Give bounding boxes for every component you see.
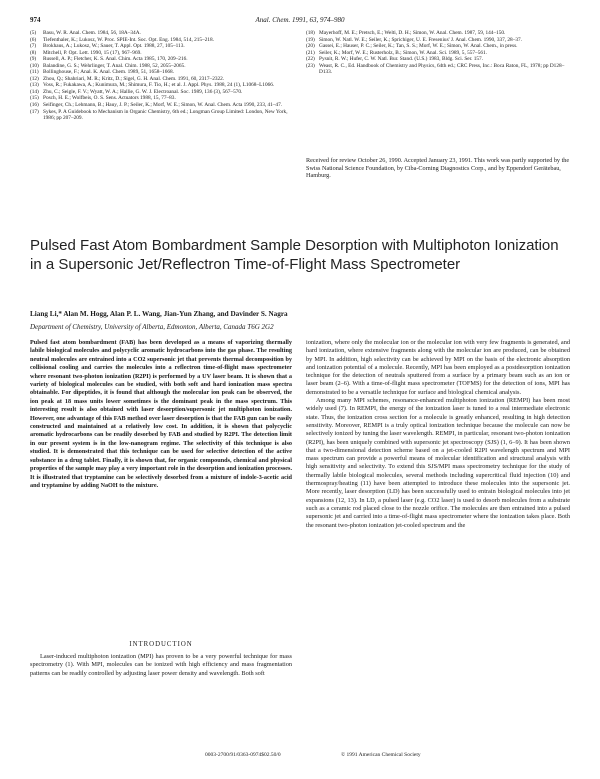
reference-item: (15) Posch, H. E.; Wolfbeis, O. S. Sens. Actuators 1988, 15, 77–83. [30, 95, 176, 102]
abstract: Pulsed fast atom bombardment (FAB) has been developed as a means of vaporizing thermally labile biological molecules and polycyclic aromatic hydrocarbons into the gas phase. The resulting neutral molecules are entrained into a CO2 supersonic jet that prevents thermal decomposition by collisional cooling and carries the molecules into a reflectron time-of-flight mass spectrometer where resonant two-photon ionization (R2PI) is performed by a UV laser beam. It is shown that a variety of biological molecules can be studied, with both soft and hard ionization mass spectra obtainable. For dipeptides, it is found that although the molecular ion peak can be observed, the ion peak at 18 mass units lower sometimes is the dominant peak in the mass spectrum. This interesting result is also obtained with laser desorption/supersonic jet multiphoton ionization. However, one advantage of this FAB method over laser desorption is that the FAB gun can be easily constructed and maintained at a relatively low cost. In addition, it is shown that polycyclic aromatic hydrocarbons can be readily desorbed by FAB and studied by R2PI. The detection limit in our present system is in the low-nanogram regime. The selectivity of this technique is also studied. It is demonstrated that this technique can be used for selective detection of the active substance in a drug tablet. Finally, it is shown that, for organic compounds, chemical and physical properties of the sample may play a very important role in the desorption and ionization processes. It is illustrated that tryptamine can be selectively desorbed from a mixture of indole-3-acetic acid and tryptamine by adding NaOH to the mixture. [30, 339, 292, 489]
reference-item: (18) Mayerhoff, M. E.; Pretsch, E.; Welti, D. H.; Simon, W. Anal. Chem. 1987, 59, 144–150. [306, 30, 506, 36]
running-header [30, 16, 570, 28]
reference-item: (22) Pysnit, R. W.; Hufer, C. W. Natl. Bur. Stand. (U.S.) 1983, Bldg. Sci. Ser. 157. [306, 56, 484, 63]
section-heading-introduction: INTRODUCTION [129, 641, 193, 648]
page-number: 974 [30, 16, 41, 24]
reference-item: (17) Sykes, P. A Guidebook to Mechanism in Organic Chemistry, 6th ed.; Longman Group Limited: London, New York, 1986; pp 207–209. [30, 108, 288, 122]
reference-item: (13) Voss, R.; Fukakawa, A.; Kunimura, M.; Shimura, F. Tio, H.; et al. J. Appl. Phys. 1988, 24 (1), L1068–L1066. [30, 82, 275, 89]
journal-citation: Anal. Chem. 1991, 63, 974–980 [255, 16, 345, 24]
affiliation: Department of Chemistry, University of Alberta, Edmonton, Alberta, Canada T6G 2G2 [30, 323, 274, 331]
article-code: 0003-2700/91/0363-0974$02.50/0 [205, 752, 281, 758]
intro-paragraph: Laser-induced multiphoton ionization (MPI) has proven to be a very powerful technique for mass spectrometry (1). With MPI, molecules can be ionized with high efficiency and mass fragmentation patterns can be readily controlled by adjusting laser power density and wavelength. Both soft [30, 653, 292, 677]
reference-item: (12) Zhou, Q.; Shahriari, M. R.; Kritz, D.; Sigel, G. H. Anal. Chem. 1991, 60, 2317–2322. [30, 75, 225, 82]
reference-list-right [306, 30, 570, 76]
author-list: Liang Li,* Alan M. Hogg, Alan P. L. Wang, Jian-Yun Zhang, and Davinder S. Nagra [30, 310, 288, 318]
reference-item: (16) Seifinger, Ch.; Lehmann, B.; Hauy, J. P.; Seiler, K.; Morf, W. E.; Simon, W. Anal. Chem. Acta 1990, 233, 41–47. [30, 102, 283, 109]
reference-item: (5) Basu, W. R. Anal. Chem. 1984, 56, 18A–34A. [30, 30, 141, 36]
reference-item: (11) Bollinghouse, F.; Anal. K. Anal. Chem. 1989, 51, 1658–1668. [30, 69, 174, 76]
reference-item: (10) Balandine, G. S.; Wehrlinger, T. Anal. Chim. 1988, 52, 2055–2065. [30, 62, 186, 69]
article-title: Pulsed Fast Atom Bombardment Sample Desorption with Multiphoton Ionization in a Supersonic Jet/Reflectron Time-of-Flight Mass Spectrometer [30, 237, 559, 273]
reference-item: (7) Brokhaus, A.; Lukosz, W.; Sauer, T. Appl. Opt. 1988, 27, 105–113. [30, 43, 185, 50]
reference-item: (23) Weast, R. C., Ed. Handbook of Chemistry and Physics, 64th ed.; CRC Press, Inc.: Boca Raton, FL, 1978; pp D128–D133. [306, 62, 565, 76]
reference-item: (20) Gassei, E.; Hauser, P. C.; Seiler, K.; Tan, S. S.; Morf, W. E.; Simon, W. Anal. Chem., in press. [306, 43, 518, 50]
reference-item: (14) Zhu, C.; Seigle, F. V.; Wyatt, W. A.; Hallie, G. W. J. Electroanal. Soc. 1989, 136 (3), 567–570. [30, 88, 243, 95]
body-paragraph: Among many MPI schemes, resonance-enhanced multiphoton ionization (REMPI) has been most widely used (7). In REMPI, the energy of the ionization laser is tuned to a real intermediate electronic state. Thus, the ionization cross section for a molecule is greatly enhanced, resulting in high detection sensitivity. Moreover, REMPI is a truly optical ionization technique because the molecule can now be selectively ionized by tuning the laser wavelength. REMPI, in particular, resonant two-photon ionization (R2PI), has been uniquely combined with supersonic jet spectroscopy (SJS) (1, 6–9). It has been shown that a two-dimensional detection scheme based on a jet-cooled R2PI wavelength spectrum and MPI mass spectrum can provide a powerful means of molecular identification and structural analysis with high sensitivity and selectivity. To extend this SJS/MPI mass spectrometry technique for the study of thermally labile biological molecules, several methods including supercritical fluid injection (10) and thermospray/heating (11) have been attempted to introduce these molecules into the supersonic jet. More recently, laser desorption (LD) has been successfully used to entrain biological molecules into jet expansions (12, 13). In LD, a pulsed laser (e.g. CO2 laser) is used to desorb molecules from a substrate such as a ceramic rod placed close to the nozzle orifice. The molecules are then entrained into a pulsed supersonic jet and carried into a time-of-flight mass spectrometer where the ionization takes place. Both the resonant two-photon ionization jet-cooled spectrum and the [306, 397, 570, 529]
page-footer [30, 752, 570, 762]
reference-item: (21) Seiler, K.; Morf, W. E.; Rusterholz, B.; Simon, W. Anal. Sci. 1989, 5, 557–561. [306, 49, 487, 56]
reference-item: (9) Russell, A. P.; Fletcher, K. S. Anal. Chim. Acta 1985, 170, 209–216. [30, 56, 188, 63]
reference-item: (8) Mitchell, P. Opt. Lett. 1990, 15 (17), 967–969. [30, 49, 142, 56]
reference-item: (6) Tiefenthaler, K.; Lukosz, W. Proc. SPIE-Int. Soc. Opt. Eng. 1984, 514, 215–218. [30, 36, 214, 43]
reference-item: (19) Simon, W. Natl. W. E.; Seiler, K.; Sprichiger, U. E. Fresenius' J. Anal. Chem. 1990, 337, 28–37. [306, 36, 522, 43]
body-paragraph: ionization, where only the molecular ion or the molecular ion with very few fragments is generated, and hard ionization, where extensive fragments along with the molecular ion are produced, can be obtained by MPI. In addition, high selectivity can be achieved by MPI on the basis of the electronic absorption and ionization potential of a molecule. Recently, MPI has been employed as a postdesorption ionization technique for the detection of neutrals sputtered from a surface by a primary beam such as an ion or laser beam (2–6). With a time-of-flight mass spectrometer (TOFMS) for the detection of ions, MPI has demonstrated to be a versatile technique for surface and biological chemical analysis. [306, 339, 570, 396]
copyright: © 1991 American Chemical Society [341, 752, 421, 758]
received-note: Received for review October 26, 1990. Accepted January 23, 1991. This work was partly supported by the Swiss National Science Foundation, by Ciba-Corning Diagnostics Corp., and by Eppendorf Gerätebau, Hamburg. [306, 157, 570, 180]
body-column-right [306, 339, 570, 530]
reference-list-left [30, 30, 292, 122]
